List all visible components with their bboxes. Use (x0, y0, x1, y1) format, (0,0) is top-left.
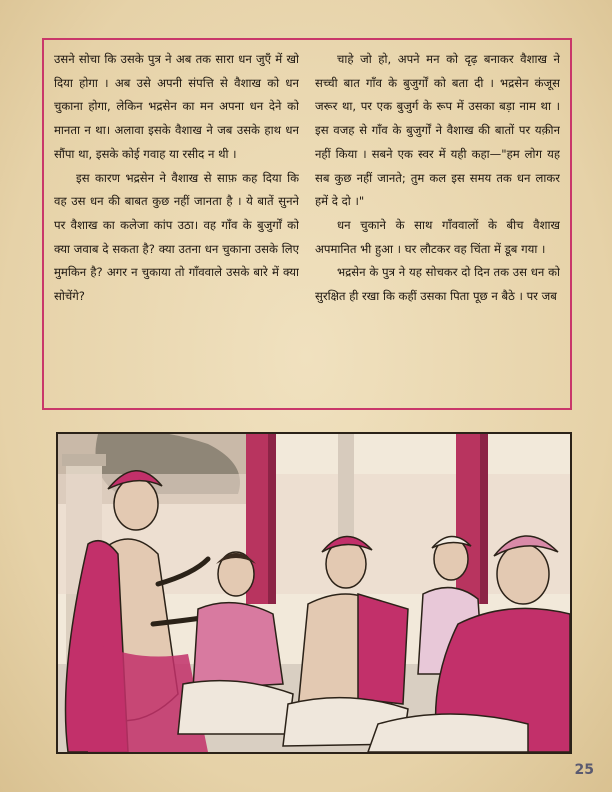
text-column-left (54, 48, 299, 402)
story-illustration (56, 432, 572, 754)
paragraph: उसने सोचा कि उसके पुत्र ने अब तक सारा धन जुएँ में खो दिया होगा । अब उसे अपनी संपत्ति से वैशाख को धन चुकाना होगा, लेकिन भद्रसेन का मन अपना धन देने को मानता न था। अलावा इसके वैशाख ने जब उसके हाथ धन सौंपा था, इसके कोई गवाह या रसीद न थी । (54, 52, 299, 161)
text-column-right (315, 48, 560, 402)
story-text-box (42, 38, 572, 410)
page-number: 25 (574, 762, 594, 778)
paragraph: धन चुकाने के साथ गाँववालों के बीच वैशाख अपमानित भी हुआ । घर लौटकर वह चिंता में डूब गया । (315, 217, 560, 256)
paragraph: चाहे जो हो, अपने मन को दृढ़ बनाकर वैशाख ने सच्ची बात गाँव के बुजुर्गों को बता दी । भद्रसेन कंजूस जरूर था, पर एक बुजुर्ग के रूप में उसका बड़ा नाम था । इस वजह से गाँव के बुजुर्गों ने वैशाख की बातों पर यक़ीन नहीं किया । सबने एक स्वर में यही कहा—"हम लोग यह सब कुछ नहीं जानते; तुम कल इस समय तक धन लाकर हमें दे दो ।" (315, 52, 560, 209)
paragraph: भद्रसेन के पुत्र ने यह सोचकर दो दिन तक उस धन को सुरक्षित ही रखा कि कहीं उसका पिता पूछ न बैठे । पर जब (315, 265, 560, 304)
paragraph: इस कारण भद्रसेन ने वैशाख से साफ़ कह दिया कि वह उस धन की बाबत कुछ नहीं जानता है । ये बातें सुनने पर वैशाख का कलेजा कांप उठा। वह गाँव के बुजुर्गों को क्या जवाब दे सकता है? क्या उतना धन चुकाना उसके लिए मुमकिन है? अगर न चुकाया तो गाँववाले उसके बारे में क्या सोचेंगे? (54, 170, 299, 304)
